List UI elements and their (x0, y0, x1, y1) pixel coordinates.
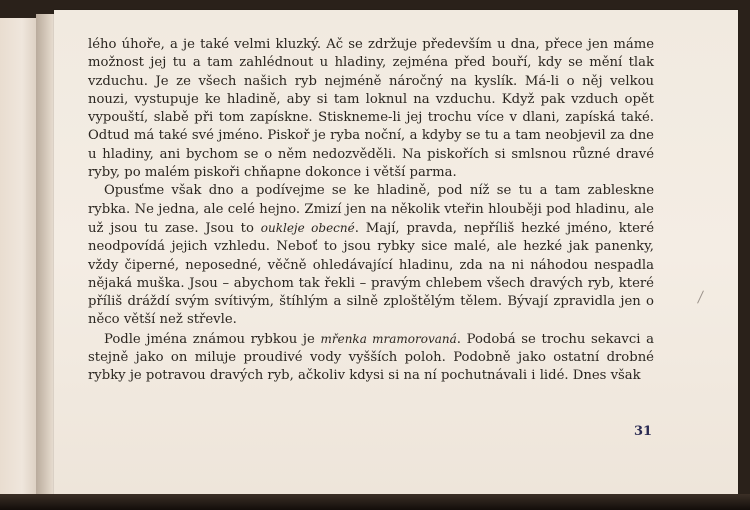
body-text (88, 36, 654, 386)
text-run: lého úhoře, a je také velmi kluzký. Ač se zdržuje především u dna, přece jen máme možnost jej tu a tam zahlédnout u hladiny, zejména před bouří, kdy se mění tlak vzduchu. Je ze všech našich ryb nejméně náročný na kyslík. Má-li o něj velkou nouzi, vystupuje ke hladině, aby si tam loknul na vzduchu. Když pak vzduch opět vypouští, slabě při tom zapískne. Stiskneme-li jej trochu více v dlani, zapíská také. Odtud má také své jméno. Piskoř je ryba noční, a kdyby se tu a tam neobjevil za dne u hladiny, ani bychom se o něm nedozvěděli. Na piskořích si smlsnou různé dravé ryby, po malém piskoři chňapne dokonce i větší parma. (88, 37, 654, 181)
paragraph-1 (88, 36, 654, 182)
species-name-italic: mřenka mramorovaná (320, 331, 457, 346)
text-run: Podle jména známou rybkou je (104, 331, 321, 347)
text-run: Opusťme však dno a podívejme se ke hladině, pod níž se tu a tam zableskne rybka. Ne jedna, ale celé hejno. Zmizí jen na několik vteřin hlouběji pod hladinu, ale už jsou tu zase. Jsou to (88, 183, 654, 236)
species-name-italic: oukleje obecné (260, 220, 355, 235)
text-run: . Podobá se trochu sekavci a stejně jako on miluje proudivé vody vyšších poloh. Podobně jako ostatní drobné rybky je potravou dravých ryb, ačkoliv kdysi si na ní pochutnávali i lidé. Dnes však (88, 331, 654, 384)
page-number: 31 (634, 424, 653, 439)
left-page-edge (0, 18, 40, 496)
paragraph-2 (88, 182, 654, 329)
bottom-edge (0, 494, 750, 510)
paragraph-3 (88, 330, 654, 386)
text-run: . Mají, pravda, nepříliš hezké jméno, které neodpovídá jejich vzhledu. Neboť to jsou rybky sice malé, ale hezké jak panenky, vždy čiperné, neposedné, věčně ohledávající hladinu, zda na ni náhodou nespadla nějaká muška. Jsou – abychom tak řekli – pravým chlebem všech dravých ryb, které příliš dráždí svým svítivým, štíhlým a silně zploštělým tělem. Bývají zpravidla jen o něco větší než střevle. (88, 220, 655, 328)
